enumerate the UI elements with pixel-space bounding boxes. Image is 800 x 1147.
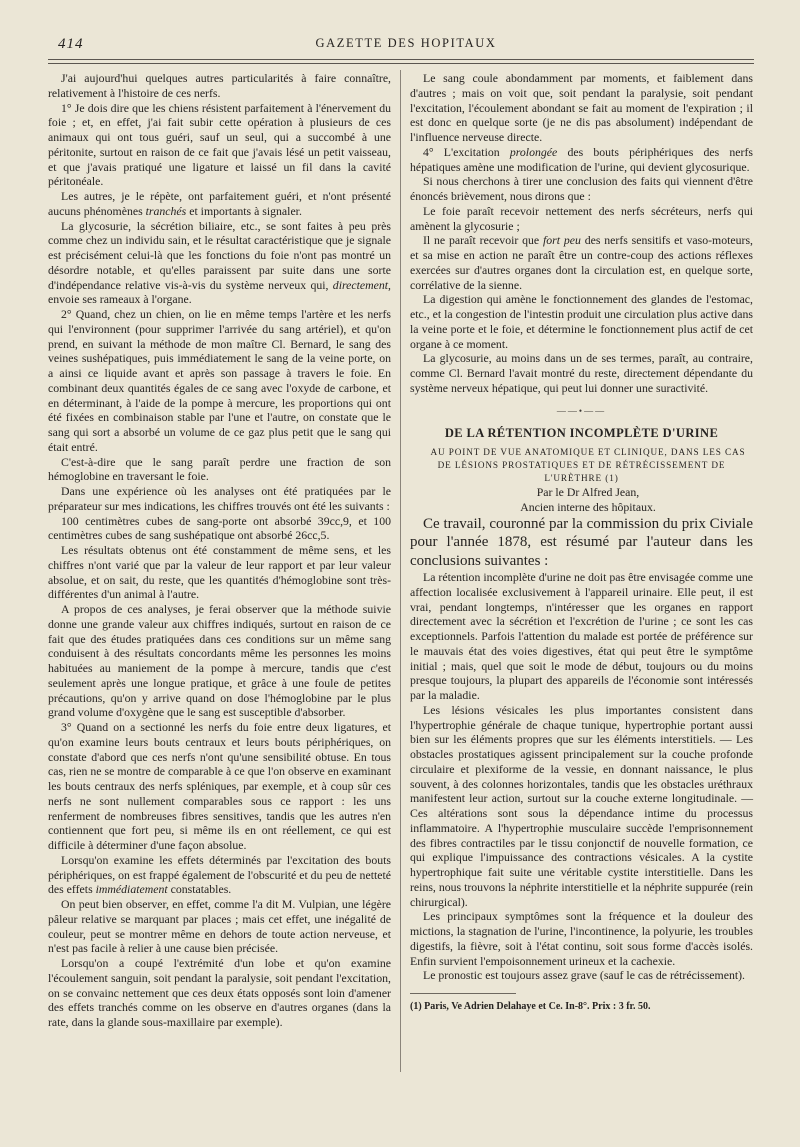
article-subtitle: AU POINT DE VUE ANATOMIQUE ET CLINIQUE, DANS LES CAS DE LÉSIONS PROSTATIQUES ET DE RÉTRÉCISSEMENT DE L'URÈTHRE (1) xyxy=(430,447,746,483)
paragraph: 3° Quand on a sectionné les nerfs du foie entre deux ligatures, et qu'on examine leurs bouts centraux et leurs bouts périphériques, on constate d'abord que ces nerfs n'ont qu'une sensibilité obtuse. En tous cas, rien ne se montre de comparable à ce que l'on observe en examinant les bouts centraux des nerfs spléniques, par exemple, et à coup sûr ces nerfs ne sont nullement comparables sous ce rapport : les uns renferment de nombreuses fibres sensitives, tandis que les autres n'en contiennent que fort peu, si même ils en ont réellement, ce qui est difficile à déterminer d'une façon absolue. xyxy=(48,720,391,852)
paragraph: Le foie paraît recevoir nettement des nerfs sécréteurs, nerfs qui amènent la glycosurie ; xyxy=(410,203,753,233)
footnote: (1) Paris, Ve Adrien Delahaye et Ce. In-8°. Prix : 3 fr. 50. xyxy=(410,1001,651,1012)
paragraph: Lorsqu'on examine les effets déterminés par l'excitation des bouts périphériques, on est frappé également de l'obscurité et du peu de netteté des effets immédiatement constatables. xyxy=(48,852,391,897)
paragraph: Il ne paraît recevoir que fort peu des nerfs sensitifs et vaso-moteurs, et sa mise en action ne paraît être un contre-coup des actions réflexes exercées sur d'autres organes dont la circulation est, en quelque sorte, corrélative de la sienne. xyxy=(410,233,753,292)
section-ornament: ——•—— xyxy=(556,405,607,416)
paragraph: La glycosurie, au moins dans un de ses termes, paraît, au contraire, comme Cl. Bernard l'avait montré du reste, directement dépendante du système nerveux hépatique, qui peut lui donner une suractivité. xyxy=(410,351,753,395)
paragraph: Lorsqu'on a coupé l'extrémité d'un lobe et qu'on examine l'écoulement sanguin, soit pendant la paralysie, soit pendant l'excitation, on se convainc nettement que ces deux états opposés sont loin d'amener des effets tranchés comme on les observe en d'autres organes (dans la rate, dans la glande sous-maxillaire par exemple). xyxy=(48,956,391,1029)
page-number: 414 xyxy=(58,36,84,52)
paragraph: A propos de ces analyses, je ferai observer que la méthode suivie donne une grande valeur aux chiffres indiqués, surtout en raison de ce fait que des études pratiquées dans ces conditions sur un même sang conduisent à des résultats concordants même les personnes les moins habituées au maniement de la pompe à mercure, tandis que c'est seulement après une longue pratique, et grâce à une foule de petites précautions, qu'on y arrive quand on dose l'hémoglobine par le plus grand volume d'oxygène que le sang est susceptible d'absorber. xyxy=(48,602,391,720)
paragraph: Les lésions vésicales les plus importantes consistent dans l'hypertrophie générale de chaque tunique, hypertrophie portant aussi bien sur les éléments propres que sur les éléments interstitiels. — Les obstacles prostatiques agissent principalement sur la couche profonde circulaire et plexiforme de la vessie, en donnant naissance, le plus souvent, à des colonnes horizontales, tandis que les obstacles uréthraux manifestent leur action, surtout sur la couche externe longitudinale. — Ces altérations sont sous la dépendance intime du processus inflammatoire. A l'hypertrophie musculaire succède l'emprisonnement des fibres contractiles par le tissu conjonctif de nouvelle formation, ce qui explique l'impuissance des contractions vésicales. A la cystite hypertrophique fait suite une véritable cystite interstitielle. Dans les reins, nous trouvons la néphrite interstitielle et la néphrite suppurée (rein chirurgical). xyxy=(410,702,753,909)
header-rule-bottom xyxy=(48,63,754,64)
paragraph: Les résultats obtenus ont été constamment de même sens, et les chiffres n'ont varié que par la valeur de leur rapport et par leur valeur absolue, et on sait, du reste, que les quantités d'hémoglobine sont très-différentes d'un animal à l'autre. xyxy=(48,543,391,602)
author-affiliation: Ancien interne des hôpitaux. xyxy=(520,499,656,514)
right-column xyxy=(410,71,753,1013)
paragraph: Les principaux symptômes sont la fréquence et la douleur des mictions, la stagnation de l'urine, l'incontinence, la polyurie, les troubles digestifs, la fièvre, soit à l'état continu, soit sous forme d'accès isolés. Enfin survient l'empoisonnement urineux et la cachexie. xyxy=(410,909,753,968)
running-title: GAZETTE DES HOPITAUX xyxy=(315,36,497,50)
paragraph: C'est-à-dire que le sang paraît perdre une fraction de son hémoglobine en traversant le foie. xyxy=(48,454,391,484)
column-divider xyxy=(400,70,401,1072)
paragraph: La digestion qui amène le fonctionnement des glandes de l'estomac, etc., et la congestion de l'intestin produit une circulation plus active dans la veine porte et le foie, et détermine le fonctionnement plus actif de cet organe à ce moment. xyxy=(410,292,753,351)
author-byline: Par le Dr Alfred Jean, xyxy=(536,485,640,499)
paragraph: 2° Quand, chez un chien, on lie en même temps l'artère et les nerfs qui l'environnent (pour supprimer l'arrivée du sang artériel), et qu'on prend, en suivant la méthode de mon maître Cl. Bernard, le sang des veines sushépatiques, puis immédiatement le sang de la veine porte, on a ainsi ce liquide avant et après son passage à travers le foie. En combinant deux quantités égales de ce sang avec l'oxyde de carbone, et en déterminant, à l'aide de la pompe à mercure, les proportions qui ont été fixées en combinaison stable par l'une et l'autre, on constate que le sang qui sort a absorbé un volume de ce gaz plus petit que le sang qui était entré. xyxy=(48,307,391,454)
paragraph: Les autres, je le répète, ont parfaitement guéri, et n'ont présenté aucuns phénomènes tranchés et importants à signaler. xyxy=(48,189,391,218)
paragraph: Dans une expérience où les analyses ont été pratiquées par le préparateur sur mes indications, les chiffres trouvés ont été les suivants : xyxy=(48,484,391,513)
paragraph: Le sang coule abondamment par moments, et faiblement dans d'autres ; mais on voit que, soit pendant la paralysie, soit pendant l'excitation, l'écoulement abondant se fait au moment de l'expiration ; il est donc en quelque sorte (je ne dis pas absolument) indépendant de l'influence nerveuse directe. xyxy=(410,71,753,144)
paragraph: J'ai aujourd'hui quelques autres particularités à faire connaître, relativement à l'histoire de ces nerfs. xyxy=(48,71,391,100)
paragraph: On peut bien observer, en effet, comme l'a dit M. Vulpian, une légère pâleur relative se marquant par places ; mais cet effet, une inégalité de couleur, peut se montrer même en dehors de toute action nerveuse, et n'est pas facile à relier à une cause bien précisée. xyxy=(48,897,391,956)
paragraph: 1° Je dois dire que les chiens résistent parfaitement à l'énervement du foie ; et, en effet, j'ai fait subir cette opération à plusieurs de ces animaux qui ont tous guéri, sauf un seul, qui a succombé à une péritonite, surtout en raison de ce fait que j'avais lésé un petit vaisseau, et que j'avais pratiqué une ligature et laissé un fil dans la cavité péritonéale. xyxy=(48,100,391,189)
paragraph: La rétention incomplète d'urine ne doit pas être envisagée comme une affection localisée exclusivement à l'appareil urinaire. Elle peut, il est vrai, pendant longtemps, n'intéresser que les organes en rapport directement avec la sécrétion et l'excrétion de l'urine ; ce sont les cas exceptionnels. Parfois l'attention du malade est portée de préférence sur le mauvais état des voies digestives, état qui peut être le symptôme initial ; mais, quel que soit le mode de début, toujours ou du moins presque toujours, la plupart des appareils de l'économie sont intéressés par la maladie. xyxy=(410,570,753,702)
left-column xyxy=(48,71,391,1030)
paragraph: Si nous cherchons à tirer une conclusion des faits qui viennent d'être énoncés brièvement, nous dirons que : xyxy=(410,174,753,203)
paragraph: Le pronostic est toujours assez grave (sauf le cas de rétrécissement). xyxy=(423,968,745,983)
paragraph: La glycosurie, la sécrétion biliaire, etc., se sont faites à peu près comme chez un individu sain, et le résultat caractéristique que je signale est précisément celui-là que les fonctions du foie n'ont pas montré un désordre notable, et qu'elles paraissent par suite dans une sorte d'indépendance relative vis-à-vis du système nerveux qui, directement, envoie ses rameaux à l'organe. xyxy=(48,218,391,307)
paragraph: 4° L'excitation prolongée des bouts périphériques des nerfs hépatiques amène une modification de l'urine, qui devient glycosurique. xyxy=(410,144,753,174)
paragraph: 100 centimètres cubes de sang-porte ont absorbé 39cc,9, et 100 centimètres cubes de sang sushépatique ont absorbé 26cc,5. xyxy=(48,513,391,543)
page-header xyxy=(58,36,754,54)
article-lead: Ce travail, couronné par la commission du prix Civiale pour l'année 1878, est résumé par l'auteur dans les conclusions suivantes : xyxy=(410,515,753,569)
footnote-rule xyxy=(410,993,516,994)
header-rule-top xyxy=(48,59,754,60)
article-title: DE LA RÉTENTION INCOMPLÈTE D'URINE xyxy=(444,426,719,441)
